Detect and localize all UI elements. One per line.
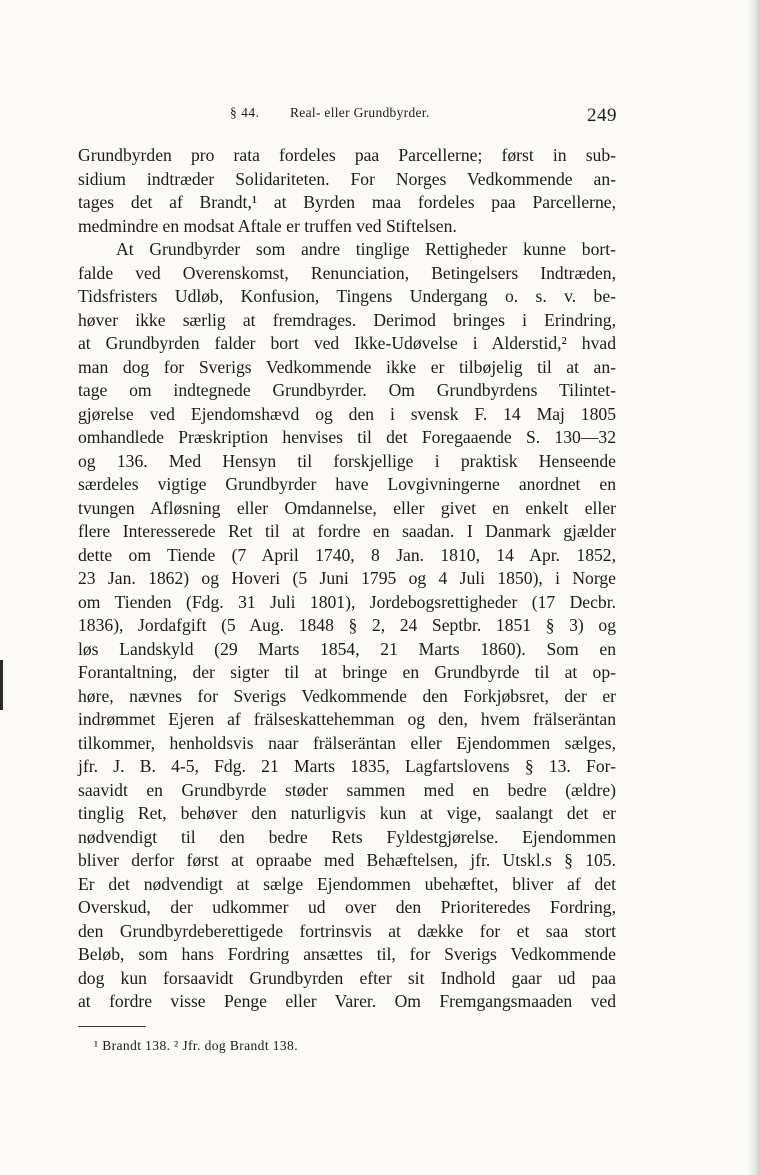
text-line: at Grundbyrden falder bort ved Ikke-Udøvelse i Alderstid,² hvad: [78, 333, 616, 353]
text-line: sidium indtræder Solidariteten. For Norges Vedkommende an-: [78, 168, 616, 189]
text-line: omhandlede Præskription henvises til det Foregaaende S. 130—32: [78, 427, 616, 447]
body-text: [78, 144, 616, 1014]
text-line: tages det af Brandt,¹ at Byrden maa fordeles paa Parcellerne,: [78, 192, 616, 212]
text-line: tinglig Ret, behøver den naturligvis kun at vige, saalangt det er: [78, 803, 616, 823]
text-line: bliver derfor først at opraabe med Behæftelsen, jfr. Utskl.s § 105.: [78, 850, 616, 870]
footnote-divider: [78, 1026, 146, 1027]
scan-edge-mark: [0, 660, 3, 710]
footnotes: ¹ Brandt 138. ² Jfr. dog Brandt 138.: [94, 1038, 298, 1053]
section-number: § 44.: [230, 105, 260, 120]
text-line: indrømmet Ejeren af frälseskattehemman og den, hvem frälseräntan: [78, 709, 616, 729]
text-line: 1836), Jordafgift (5 Aug. 1848 § 2, 24 Septbr. 1851 § 3) og: [78, 615, 616, 635]
text-line: tage om indtegnede Grundbyrder. Om Grundbyrdens Tilintet-: [78, 380, 616, 400]
text-line: man dog for Sverigs Vedkommende ikke er tilbøjelig til at an-: [78, 356, 616, 377]
text-line: gjørelse ved Ejendomshævd og den i svensk F. 14 Maj 1805: [78, 403, 616, 424]
text-line: Beløb, som hans Fordring ansættes til, for Sverigs Vedkommende: [78, 944, 616, 964]
text-line: At Grundbyrder som andre tinglige Rettigheder kunne bort-: [116, 239, 616, 259]
text-line: saavidt en Grundbyrde støder sammen med en bedre (ældre): [78, 779, 616, 800]
text-line: Overskud, der udkommer ud over den Prioriteredes Fordring,: [78, 897, 616, 917]
scan-edge-shadow: [746, 0, 760, 1175]
text-line: at fordre visse Penge eller Varer. Om Fremgangsmaaden ved: [78, 991, 616, 1011]
text-line: 23 Jan. 1862) og Hoveri (5 Juni 1795 og 4 Juli 1850), i Norge: [78, 568, 616, 588]
text-line: falde ved Overenskomst, Renunciation, Betingelsers Indtræden,: [78, 262, 616, 283]
text-line: dog kun forsaavidt Grundbyrden efter sit Indhold gaar ud paa: [78, 967, 616, 988]
text-line: særdeles vigtige Grundbyrder have Lovgivningerne anordnet en: [78, 474, 616, 494]
running-head: [0, 105, 760, 129]
text-line: Tidsfristers Udløb, Konfusion, Tingens Undergang o. s. v. be-: [78, 286, 616, 306]
text-line: dette om Tiende (7 April 1740, 8 Jan. 1810, 14 Apr. 1852,: [78, 544, 616, 565]
running-title: Real- eller Grundbyrder.: [290, 105, 430, 120]
text-line: medmindre en modsat Aftale er truffen ved Stiftelsen.: [78, 215, 457, 236]
text-line: tilkommer, henholdsvis naar frälseräntan eller Ejendommen sælges,: [78, 732, 616, 753]
text-line: Er det nødvendigt at sælge Ejendommen ubehæftet, bliver af det: [78, 873, 616, 894]
text-line: flere Interesserede Ret til at fordre en saadan. I Danmark gjælder: [78, 521, 616, 541]
text-line: jfr. J. B. 4-5, Fdg. 21 Marts 1835, Lagfartslovens § 13. For-: [78, 756, 616, 776]
text-line: høre, nævnes for Sverigs Vedkommende den Forkjøbsret, der er: [78, 685, 616, 706]
text-line: den Grundbyrdeberettigede fortrinsvis at dække for et saa stort: [78, 920, 616, 941]
page-number: 249: [587, 105, 617, 126]
text-line: om Tienden (Fdg. 31 Juli 1801), Jordebogsrettigheder (17 Decbr.: [78, 591, 616, 612]
text-line: høver ikke særlig at fremdrages. Derimod bringes i Erindring,: [78, 309, 616, 330]
text-line: Grundbyrden pro rata fordeles paa Parcellerne; først in sub-: [78, 145, 616, 165]
text-line: Forantaltning, der sigter til at bringe en Grundbyrde til at op-: [78, 662, 616, 682]
text-line: nødvendigt til den bedre Rets Fyldestgjørelse. Ejendommen: [78, 826, 616, 847]
text-line: og 136. Med Hensyn til forskjellige i praktisk Henseende: [78, 450, 616, 471]
text-line: tvungen Afløsning eller Omdannelse, eller givet en enkelt eller: [78, 497, 616, 518]
text-line: løs Landskyld (29 Marts 1854, 21 Marts 1860). Som en: [78, 638, 616, 659]
